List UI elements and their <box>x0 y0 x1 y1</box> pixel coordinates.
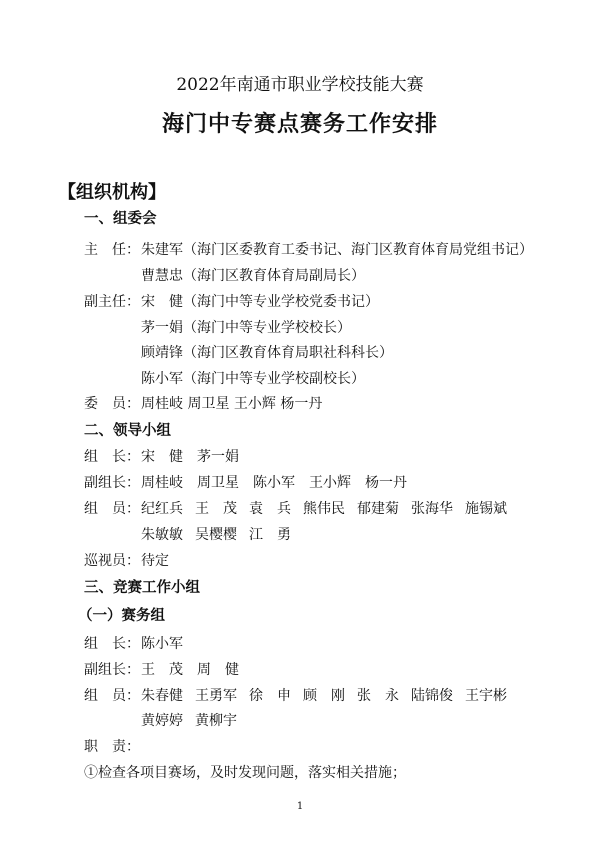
duty-item-1: ①检查各项目赛场，及时发现问题，落实相关措施； <box>84 765 406 781</box>
member-name: 郁建菊 <box>357 501 399 517</box>
committee-members-label: 委 员： <box>84 396 140 412</box>
member-name: 朱春健 <box>141 688 183 704</box>
committee-members: 周桂岐 周卫星 王小辉 杨一丹 <box>141 396 323 412</box>
competition-members-row-2 <box>141 710 249 730</box>
inspector-label: 巡视员： <box>84 553 140 569</box>
duties-label: 职 责： <box>84 739 140 755</box>
member-name: 张海华 <box>411 501 453 517</box>
member-name: 施锡斌 <box>465 501 507 517</box>
deputy-director-1: 宋 健（海门中等专业学校党委书记） <box>141 294 379 310</box>
director-1: 朱建军（海门区委教育工委书记、海门区教育体育局党组书记） <box>141 242 533 258</box>
deputy-director-2: 茅一娟（海门中等专业学校校长） <box>141 320 351 336</box>
leadership-leader-label: 组 长： <box>84 449 140 465</box>
committee-heading: 一、组委会 <box>84 211 157 227</box>
director-2: 曹慧忠（海门区教育体育局副局长） <box>141 268 365 284</box>
director-label: 主 任： <box>84 242 140 258</box>
deputy-director-label: 副主任： <box>84 294 140 310</box>
member-name: 顾 刚 <box>303 688 345 704</box>
member-name: 吴樱樱 <box>195 527 237 543</box>
leadership-members-row-2 <box>141 524 303 544</box>
member-name: 张 永 <box>357 688 399 704</box>
competition-members-row-1 <box>141 685 519 705</box>
competition-deputy-label: 副组长： <box>84 662 140 678</box>
document-subtitle: 海门中专赛点赛务工作安排 <box>161 112 438 137</box>
section-title: 【组织机构】 <box>58 182 166 203</box>
deputy-director-4: 陈小军（海门中等专业学校副校长） <box>141 371 365 387</box>
member-name: 黄婷婷 <box>141 713 183 729</box>
competition-deputies: 王 茂 周 健 <box>141 662 239 678</box>
member-name: 袁 兵 <box>249 501 291 517</box>
member-name: 王 茂 <box>195 501 237 517</box>
leadership-leaders: 宋 健 茅一娟 <box>141 449 239 465</box>
leadership-members-label: 组 员： <box>84 501 140 517</box>
member-name: 纪红兵 <box>141 501 183 517</box>
competition-leader: 陈小军 <box>141 636 183 652</box>
member-name: 王宇彬 <box>465 688 507 704</box>
leadership-members-row-1 <box>141 498 519 518</box>
competition-heading: 三、竞赛工作小组 <box>84 580 200 596</box>
document-title: 2022年南通市职业学校技能大赛 <box>176 75 424 95</box>
member-name: 黄柳宇 <box>195 713 237 729</box>
leadership-deputies: 周桂岐 周卫星 陈小军 王小辉 杨一丹 <box>141 475 407 491</box>
competition-members-label: 组 员： <box>84 688 140 704</box>
inspector-value: 待定 <box>141 553 169 569</box>
member-name: 陆锦俊 <box>411 688 453 704</box>
member-name: 王勇军 <box>195 688 237 704</box>
deputy-director-3: 顾靖锋（海门区教育体育局职社科科长） <box>141 345 393 361</box>
member-name: 朱敏敏 <box>141 527 183 543</box>
leadership-heading: 二、领导小组 <box>84 423 171 439</box>
page-number: 1 <box>296 801 304 812</box>
member-name: 江 勇 <box>249 527 291 543</box>
leadership-deputy-label: 副组长： <box>84 475 140 491</box>
competition-leader-label: 组 长： <box>84 636 140 652</box>
member-name: 徐 申 <box>249 688 291 704</box>
member-name: 熊伟民 <box>303 501 345 517</box>
competition-subheading: （一）赛务组 <box>78 608 165 624</box>
